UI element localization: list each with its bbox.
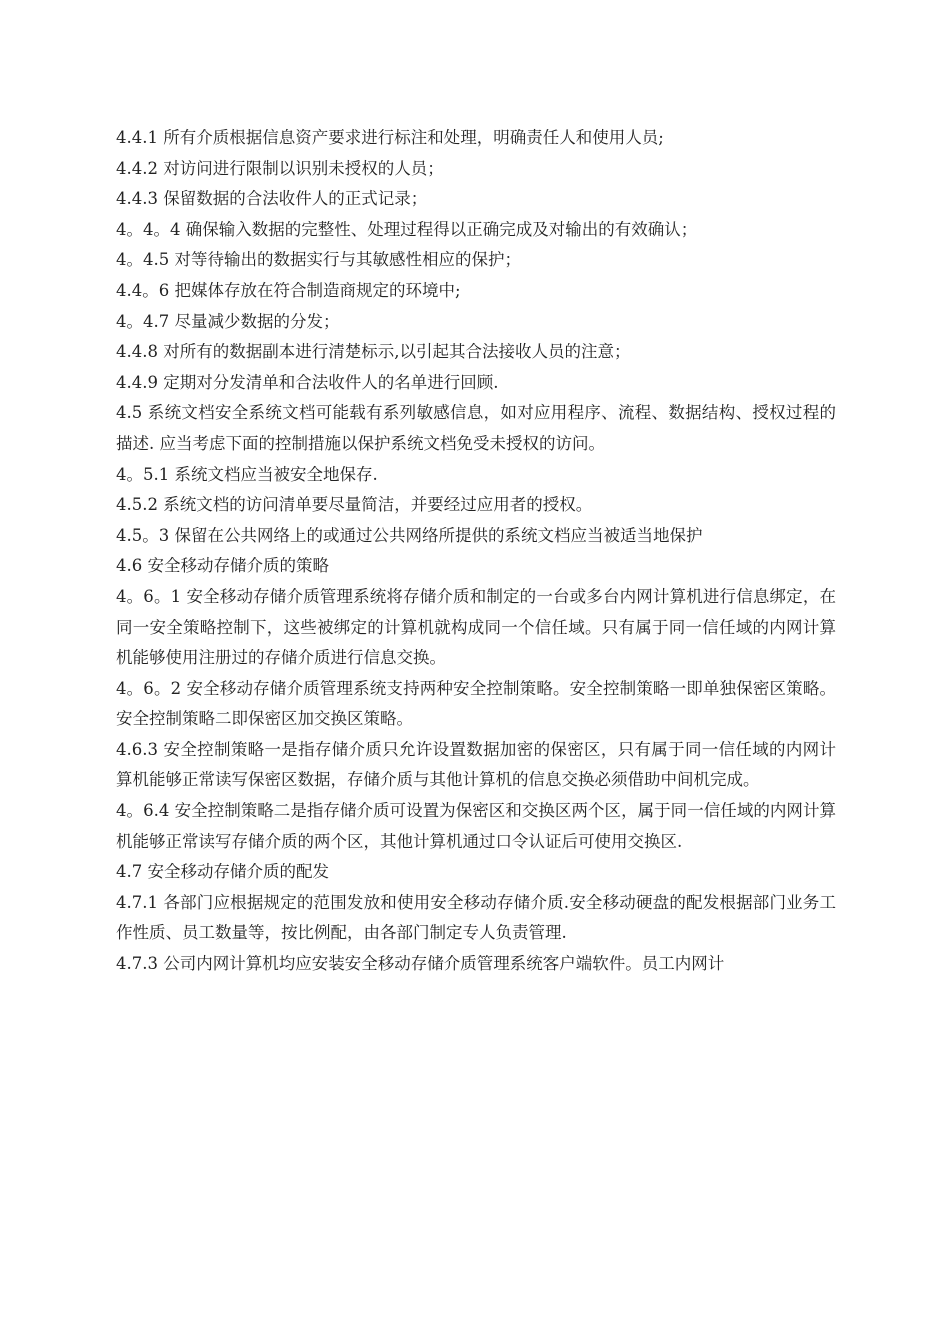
- paragraph-4-4-4: 4。4。4 确保输入数据的完整性、处理过程得以正确完成及对输出的有效确认；: [116, 219, 698, 239]
- paragraph-4-6-2: 4。6。2 安全移动存储介质管理系统支持两种安全控制策略。安全控制策略一即单独保密区策略。安全控制策略二即保密区加交换区策略。: [116, 678, 836, 729]
- paragraph-4-4-8: 4.4.8 对所有的数据副本进行清楚标示,以引起其合法接收人员的注意；: [116, 342, 631, 362]
- paragraph-4-4-6: 4.4。6 把媒体存放在符合制造商规定的环境中;: [116, 280, 461, 300]
- section-4-5-system-documentation: 4.5 系统文档安全系统文档可能载有系列敏感信息，如对应用程序、流程、数据结构、授权过程的描述. 应当考虑下面的控制措施以保护系统文档免受未授权的访问。: [116, 403, 836, 453]
- paragraph-4-6-1: 4。6。1 安全移动存储介质管理系统将存储介质和制定的一台或多台内网计算机进行信息绑定，在同一安全策略控制下，这些被绑定的计算机就构成同一个信任域。只有属于同一信任域的内网计算机能够使用注册过的存储介质进行信息交换。: [116, 586, 836, 668]
- paragraph-4-5-3: 4.5。3 保留在公共网络上的或通过公共网络所提供的系统文档应当被适当地保护: [116, 525, 703, 545]
- paragraph-4-4-2: 4.4.2 对访问进行限制以识别未授权的人员；: [116, 158, 444, 178]
- paragraph-4-5-1: 4。5.1 系统文档应当被安全地保存.: [116, 464, 378, 484]
- paragraph-4-6-3: 4.6.3 安全控制策略一是指存储介质只允许设置数据加密的保密区，只有属于同一信任域的内网计算机能够正常读写保密区数据，存储介质与其他计算机的信息交换必须借助中间机完成。: [116, 739, 836, 790]
- paragraph-4-7-3: 4.7.3 公司内网计算机均应安装安全移动存储介质管理系统客户端软件。员工内网计: [116, 954, 725, 974]
- paragraph-4-4-7: 4。4.7 尽量减少数据的分发；: [116, 311, 340, 331]
- paragraph-4-4-5: 4。4.5 对等待输出的数据实行与其敏感性相应的保护；: [116, 250, 521, 270]
- section-heading-4-6: 4.6 安全移动存储介质的策略: [116, 556, 329, 576]
- paragraph-4-4-3: 4.4.3 保留数据的合法收件人的正式记录；: [116, 189, 428, 209]
- paragraph-4-7-1: 4.7.1 各部门应根据规定的范围发放和使用安全移动存储介质.安全移动硬盘的配发根据部门业务工作性质、员工数量等，按比例配，由各部门制定专人负责管理.: [116, 892, 836, 943]
- paragraph-4-6-4: 4。6.4 安全控制策略二是指存储介质可设置为保密区和交换区两个区，属于同一信任域的内网计算机能够正常读写存储介质的两个区，其他计算机通过口令认证后可使用交换区.: [116, 801, 836, 851]
- paragraph-4-4-9: 4.4.9 定期对分发清单和合法收件人的名单进行回顾.: [116, 372, 499, 392]
- paragraph-4-5-2: 4.5.2 系统文档的访问清单要尽量简洁，并要经过应用者的授权。: [116, 495, 593, 515]
- section-heading-4-7: 4.7 安全移动存储介质的配发: [116, 862, 329, 882]
- document-body: [116, 123, 836, 980]
- paragraph-4-4-1: 4.4.1 所有介质根据信息资产要求进行标注和处理，明确责任人和使用人员;: [116, 128, 664, 147]
